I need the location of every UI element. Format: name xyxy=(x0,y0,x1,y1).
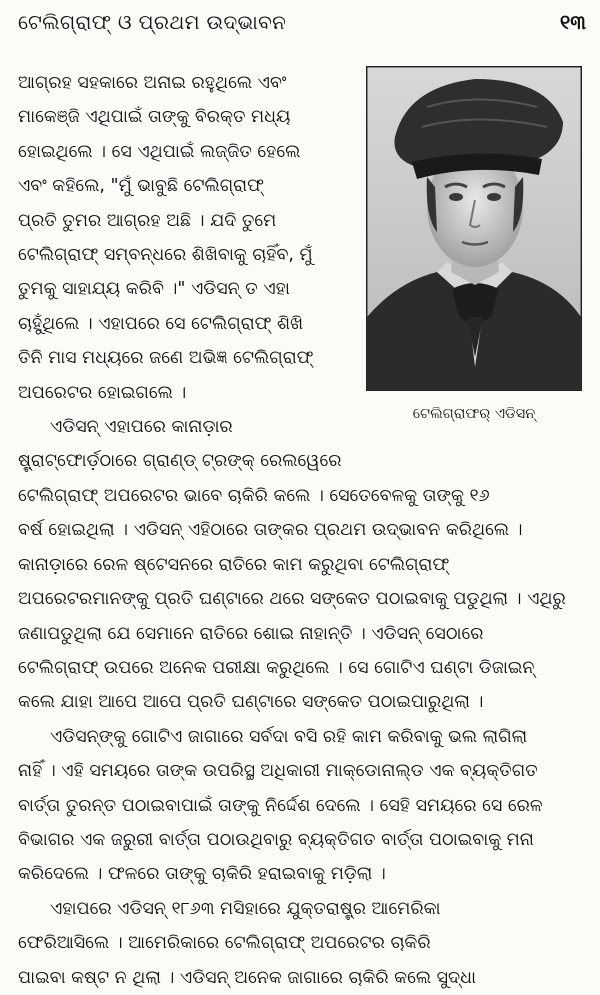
text-line: କରିଦେଲେ । ଫଳରେ ତାଙ୍କୁ ଚାକିରି ହରାଇବାକୁ ମଡ଼ିଲା । xyxy=(18,864,386,885)
paragraph-2 xyxy=(18,410,584,720)
text-line: ଟେଲିଗ୍ରାଫ୍ ଅପରେଟର ଭାବେ ଚାକିରି କଲେ । ସେତେବେଳକୁ ତାଙ୍କୁ ୧୬ xyxy=(18,485,490,506)
running-title: ଟେଲିଗ୍ରାଫ୍ ଓ ପ୍ରଥମ ଉଦ୍ଭାବନ xyxy=(18,10,287,34)
page-number: ୧୩ xyxy=(559,10,586,34)
paragraph-3 xyxy=(18,720,584,892)
body-text xyxy=(18,66,584,995)
text-line: ଜଣାପଡୁଥିଲା ଯେ ସେମାନେ ରାତିରେ ଶୋଇ ନାହାନ୍ତି । ଏଡିସନ୍ ସେଠାରେ xyxy=(18,623,484,644)
text-line: ଟେଲିଗ୍ରାଫ୍ ଉପରେ ଅନେକ ପରୀକ୍ଷା କରୁଥିଲେ । ସେ ଗୋଟିଏ ଘଣ୍ଟା ଡିଜାଇନ୍ xyxy=(18,657,535,678)
text-line: ଅପରେଟରମାନଙ୍କୁ ପ୍ରତି ଘଣ୍ଟାରେ ଥରେ ସଙ୍କେତ ପଠାଇବାକୁ ପଡୁଥିଲା । ଏଥିରୁ xyxy=(18,589,566,610)
page-header xyxy=(18,6,586,38)
text-line: ପ୍ରତି ତୁମର ଆଗ୍ରହ ଅଛି । ଯଦି ତୁମେ xyxy=(18,210,277,231)
text-line: ନାହିଁ । ଏହି ସମୟରେ ତାଙ୍କ ଉପରିସ୍ଥ ଅଧିକାରୀ ମାକ୍‌ଡୋନାଲ୍ଡ ଏକ ବ୍ୟକ୍ତିଗତ xyxy=(18,761,538,782)
text-line: ଏବଂ କହିଲେ, "ମୁଁ ଭାବୁଛି ଟେଲିଗ୍ରାଫ୍ xyxy=(18,176,264,197)
text-line: ବର୍ଷ ହୋଇଥିଲା । ଏଡିସନ୍ ଏହିଠାରେ ତାଙ୍କର ପ୍ରଥମ ଉଦ୍ଭାବନ କରିଥିଲେ । xyxy=(18,520,523,541)
text-line: ପାଇବା କଷ୍ଟ ନ ଥିଲା । ଏଡିସନ୍ ଅନେକ ଜାଗାରେ ଚାକିରି କଲେ ସୁଦ୍ଧା xyxy=(18,967,476,988)
text-line: ବାର୍ତ୍ତା ତୁରନ୍ତ ପଠାଇବାପାଇଁ ତାଙ୍କୁ ନିର୍ଦ୍ଦେଶ ଦେଲେ । ସେହି ସମୟରେ ସେ ରେଳ xyxy=(18,795,543,816)
paragraph-4 xyxy=(18,892,584,995)
paragraph-1 xyxy=(18,66,356,410)
text-line: ବିଭାଗର ଏକ ଜରୁରୀ ବାର୍ତ୍ତା ପଠାଉଥିବାରୁ ବ୍ୟକ୍ତିଗତ ବାର୍ତ୍ତା ପଠାଇବାକୁ ମନା xyxy=(18,829,534,850)
text-line: ଟେଲିଗ୍ରାଫ୍ ସମ୍ବନ୍ଧରେ ଶିଖିବାକୁ ଚାହିଁବ, ମୁଁ xyxy=(18,245,313,266)
text-line: ତୁମକୁ ସାହାଯ୍ୟ କରିବି ।" ଏଡିସନ୍ ତ ଏହା xyxy=(18,279,290,300)
text-line: ମାକେଞ୍ଜି ଏଥିପାଇଁ ତାଙ୍କୁ ବିରକ୍ତ ମଧ୍ୟ xyxy=(18,107,291,128)
text-line: ଏଡିସନ୍‌ଙ୍କୁ ଗୋଟିଏ ଜାଗାରେ ସର୍ବଦା ବସି ରହି କାମ କରିବାକୁ ଭଲ ଲାଗିଲା xyxy=(50,726,528,747)
text-line: ଚାହୁଁଥିଲେ । ଏହାପରେ ସେ ଟେଲିଗ୍ରାଫ୍ ଶିଖି xyxy=(18,313,304,334)
photo-caption: ଟେଲିଗ୍ରାଫର୍ ଏଡିସନ୍ xyxy=(412,406,536,422)
text-line: ଏଡିସନ୍ ଏହାପରେ କାନାଡ଼ାର xyxy=(50,417,233,438)
text-line: ତିନି ମାସ ମଧ୍ୟରେ ଜଣେ ଅଭିଜ୍ଞ ଟେଲିଗ୍ରାଫ୍ xyxy=(18,348,314,369)
text-line: ଏହାପରେ ଏଡିସନ୍ ୧୮୬୩ ମସିହାରେ ଯୁକ୍ତରାଷ୍ଟ୍ର ଆମେରିକା xyxy=(50,898,441,919)
text-line: ଫେରିଆସିଲେ । ଆମେରିକାରେ ଟେଲିଗ୍ରାଫ୍ ଅପରେଟର ଚାକିରି xyxy=(18,933,431,954)
text-line: କାନାଡ଼ାରେ ରେଳ ଷ୍ଟେସନରେ ରାତିରେ କାମ କରୁଥିବା ଟେଲିଗ୍ରାଫ୍ xyxy=(18,554,450,575)
text-line: ଷ୍ଟ୍ରାଟ୍‌ଫୋର୍ଡ଼ଠାରେ ଗ୍ରାଣ୍ଡ୍ ଟ୍ରଙ୍କ୍ ରେଲୱେରେ xyxy=(18,451,342,472)
text-line: କଲେ ଯାହା ଆପେ ଆପେ ପ୍ରତି ଘଣ୍ଟାରେ ସଙ୍କେତ ପଠାଇପାରୁଥିଲା । xyxy=(18,692,484,713)
text-line: ହୋଇଥିଲେ । ସେ ଏଥିପାଇଁ ଲଜ୍ଜିତ ହେଲେ xyxy=(18,141,301,162)
text-line: ଅପରେଟର ହୋଇଗଲେ । xyxy=(18,382,187,403)
text-line: ଆଗ୍ରହ ସହକାରେ ଅନାଇ ରହୁଥିଲେ ଏବଂ xyxy=(18,73,287,93)
